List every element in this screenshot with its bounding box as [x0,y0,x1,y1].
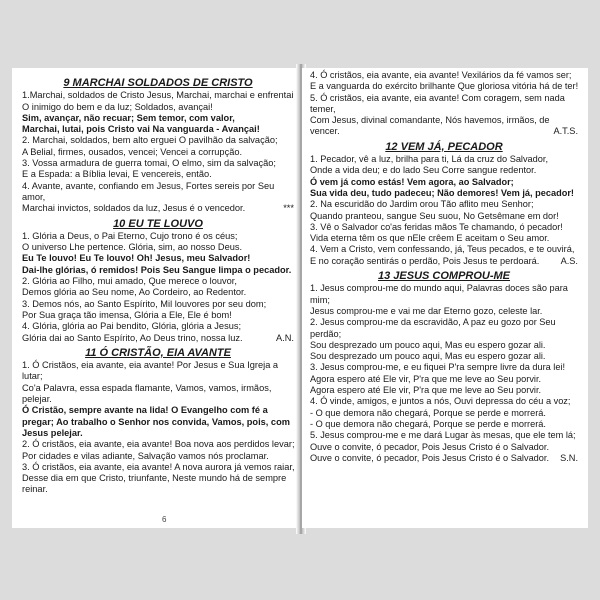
line-text: E no coração sentirás o perdão, Pois Jesus te perdoará. [310,255,540,266]
line-text: Eu Te louvo! Eu Te louvo! Oh! Jesus, meu Salvador! [22,253,251,264]
verse-line [310,154,578,165]
line-text: 4. Glória, glória ao Pai bendito, Glória, glória a Jesus; [22,321,242,332]
line-text: 1. Glória a Deus, o Pai Eterno, Cujo trono é os céus; [22,230,238,241]
verse-line [310,396,578,407]
verse-line [310,233,578,244]
line-text: Agora espero até Ele vir, P'ra que me leve ao Seu porvir. [310,385,542,396]
verse-line [310,442,578,453]
verse-line [310,374,578,385]
verse-line [22,287,294,298]
hymn-title: 9 MARCHAI SOLDADOS DE CRISTO [63,77,253,89]
line-text: 4. Ó cristãos, eia avante, eia avante! Vexilários da fé vamos ser; [310,70,572,80]
line-text: amor, [22,191,46,202]
line-text: Jesus comprou-me e vai me dar Eterno gozo, celeste lar. [310,305,543,316]
verse-line [22,299,294,310]
line-text: Demos glória ao Seu nome, Ao Cordeiro, ao Redentor. [22,287,247,298]
line-text: Dai-lhe glórias, ó remidos! Pois Seu Sangue limpa o pecador. [22,264,292,275]
line-text: Sou desprezado um pouco aqui, Mas eu espero gozar ali. [310,339,546,350]
author-initials: *** [283,203,294,214]
line-text: 2. Jesus comprou-me da escravidão, A paz eu gozo por Seu [310,317,556,328]
line-text: 1. Jesus comprou-me do mundo aqui, Palavras doces são para [310,283,568,294]
chorus-line [22,113,294,124]
verse-line [310,351,578,362]
verse-line [310,317,578,328]
line-text: E a Espada: a Bíblia levai, E vencereis, então. [22,169,212,180]
line-text: 3. Vossa armadura de guerra tomai, O elmo, sim da salvação; [22,158,276,169]
verse-line [22,360,294,371]
verse-line [310,70,578,81]
line-text: temer, [310,103,336,114]
verse-line [22,462,294,473]
line-text: perdão; [310,328,342,339]
chorus-line [310,188,578,199]
verse-line [22,147,294,158]
verse-line [310,199,578,210]
line-text: Ó vem já como estás! Vem agora, ao Salvador; [310,176,514,187]
line-text: O universo Lhe pertence. Glória, sim, ao nosso Deus. [22,242,243,253]
verse-line [310,81,578,92]
verse-line [310,385,578,396]
line-text: - O que demora não chegará, Porque se perde e morrerá. [310,418,546,429]
line-text: Ó Cristão, sempre avante na lida! O Evangelho com fé a [22,405,268,416]
verse-line [22,394,294,405]
line-text: reinar. [22,484,48,495]
chorus-line [22,428,294,439]
verse-line [22,169,294,180]
line-text: 1.Marchai, soldados de Cristo Jesus, Marchai, marchai e enfrentai [22,90,294,101]
line-text: Por Sua graça tão imensa, Glória a Ele, Ele é bom! [22,309,232,320]
line-text: Marchai, lutai, pois Cristo vai Na vanguarda - Avançai! [22,124,260,135]
line-text: pregar; Ao trabalho o Senhor nos convida, Vamos, pois, com [22,416,290,427]
verse-line [310,295,578,306]
line-text: 3. Demos nós, ao Santo Espírito, Mil louvores por seu dom; [22,298,267,309]
verse-line [22,451,294,462]
verse-line [310,329,578,340]
verse-line [22,439,294,450]
verse-line [310,211,578,222]
verse-line [22,242,294,253]
verse-line [310,283,578,294]
line-text: Desse dia em que Cristo, triunfante, Neste mundo há de sempre [22,473,287,484]
right-page [302,68,588,528]
verse-line [22,310,294,321]
line-text: 2. Glória ao Filho, mui amado, Que merece o louvor, [22,276,237,287]
verse-line [22,383,294,394]
verse-line [22,276,294,287]
line-text: Agora espero até Ele vir, P'ra que me leve ao Seu porvir. [310,373,542,384]
hymn-title: 10 EU TE LOUVO [113,217,203,230]
line-text: Marchai invictos, soldados da luz, Jesus é o vencedor. [22,203,246,214]
verse-line [310,165,578,176]
hymn-title: 12 VEM JÁ, PECADOR [385,140,503,153]
verse-line [22,90,294,101]
line-text: 1. Pecador, vê a luz, brilha para ti, Lá da cruz do Salvador, [310,154,548,165]
chorus-line [22,405,294,416]
verse-line [310,419,578,430]
verse-line [310,430,578,441]
line-text: 4. Ó vinde, amigos, e juntos a nós, Ouvi depressa do céu a voz; [310,396,571,407]
line-text: 5. Ó cristãos, eia avante, eia avante! Com coragem, sem nada [310,92,565,103]
line-text: Sim, avançar, não recuar; Sem temor, com valor, [22,112,235,123]
line-text: Ouve o convite, ó pecador, Pois Jesus Cristo é o Salvador. [310,452,550,463]
line-text: Sou desprezado um pouco aqui, Mas eu espero gozar ali. [310,351,546,362]
page-number: 6 [162,515,167,524]
line-text: 4. Avante, avante, confiando em Jesus, Fortes sereis por Seu [22,180,275,191]
line-text: Ouve o convite, ó pecador, Pois Jesus Cristo é o Salvador. [310,441,550,452]
verse-line [310,306,578,317]
author-initials: S.N. [560,452,578,463]
author-initials: A.S. [560,255,578,266]
chorus-line [22,124,294,135]
verse-line [310,244,578,255]
verse-line [310,104,578,115]
line-text: 2. Ó cristãos, eia avante, eia avante! Boa nova aos perdidos levar; [22,439,295,450]
left-column [22,74,294,496]
line-text: 2. Marchai, soldados, bem alto erguei O pavilhão da salvação; [22,135,278,146]
verse-line [22,321,294,332]
verse-line [22,484,294,495]
line-text: 2. Na escuridão do Jardim orou Tão aflito meu Senhor; [310,199,534,210]
verse-line [22,371,294,382]
verse-line [22,333,294,344]
line-text: 3. Ó cristãos, eia avante, eia avante! A nova aurora já vemos raiar, [22,461,295,472]
line-text: 5. Jesus comprou-me e me dará Lugar às mesas, que ele tem lá; [310,430,576,441]
hymn-title: 11 Ó CRISTÃO, EIA AVANTE [85,346,231,359]
line-text: Glória dai ao Santo Espírito, Ao Deus trino, nossa luz. [22,332,243,343]
author-initials: A.T.S. [553,126,578,137]
line-text: lutar; [22,371,43,382]
right-column [310,70,578,464]
verse-line [310,256,578,267]
line-text: pelejar. [22,394,52,405]
line-text: Quando pranteou, sangue Seu suou, No Getsêmane em dor! [310,210,559,221]
verse-line [310,408,578,419]
line-text: 1. Ó Cristãos, eia avante, eia avante! Por Jesus e Sua Igreja a [22,360,279,371]
author-initials: A.N. [276,332,294,343]
line-text: O inimigo do bem e da luz; Soldados, avançai! [22,101,213,112]
line-text: mim; [310,294,330,305]
chorus-line [22,265,294,276]
verse-line [22,158,294,169]
line-text: Jesus pelejar. [22,427,83,438]
verse-line [22,231,294,242]
chorus-line [310,177,578,188]
verse-line [22,181,294,192]
line-text: Co'a Palavra, essa espada flamante, Vamos, vamos, irmãos, [22,382,272,393]
verse-line [22,203,294,214]
verse-line [22,102,294,113]
verse-line [22,473,294,484]
verse-line [310,453,578,464]
line-text: A Belial, firmes, ousados, vencei; Vencei a corrupção. [22,146,243,157]
line-text: 4. Vem a Cristo, vem confessando, já, Teus pecados, e te ouvirá, [310,244,575,255]
chorus-line [22,417,294,428]
line-text: 3. Vê o Salvador co'as feridas mãos Te chamando, ó pecador! [310,221,563,232]
verse-line [310,362,578,373]
line-text: Por cidades e vilas adiante, Salvação vamos nós proclamar. [22,450,269,461]
verse-line [310,115,578,126]
line-text: Onde a vida deu; e do lado Seu Corre sangue redentor. [310,165,537,176]
verse-line [310,93,578,104]
verse-line [310,222,578,233]
line-text: 3. Jesus comprou-me, e eu fiquei P'ra sempre livre da dura lei! [310,362,566,373]
chorus-line [22,253,294,264]
left-page [12,68,300,528]
hymn-title: 13 JESUS COMPROU-ME [377,270,511,283]
verse-line [22,192,294,203]
line-text: E a vanguarda do exército brilhante Que gloriosa vitória há de ter! [310,81,579,92]
line-text: vencer. [310,126,340,137]
line-text: Vida eterna têm os que nEle crêem E aceitam o Seu amor. [310,233,550,244]
verse-line [310,126,578,137]
verse-line [22,135,294,146]
line-text: Com Jesus, divinal comandante, Nós havemos, irmãos, de [310,115,550,126]
line-text: - O que demora não chegará, Porque se perde e morrerá. [310,407,546,418]
verse-line [310,340,578,351]
line-text: Sua vida deu, tudo padeceu; Não demores! Vem já, pecador! [310,187,574,198]
